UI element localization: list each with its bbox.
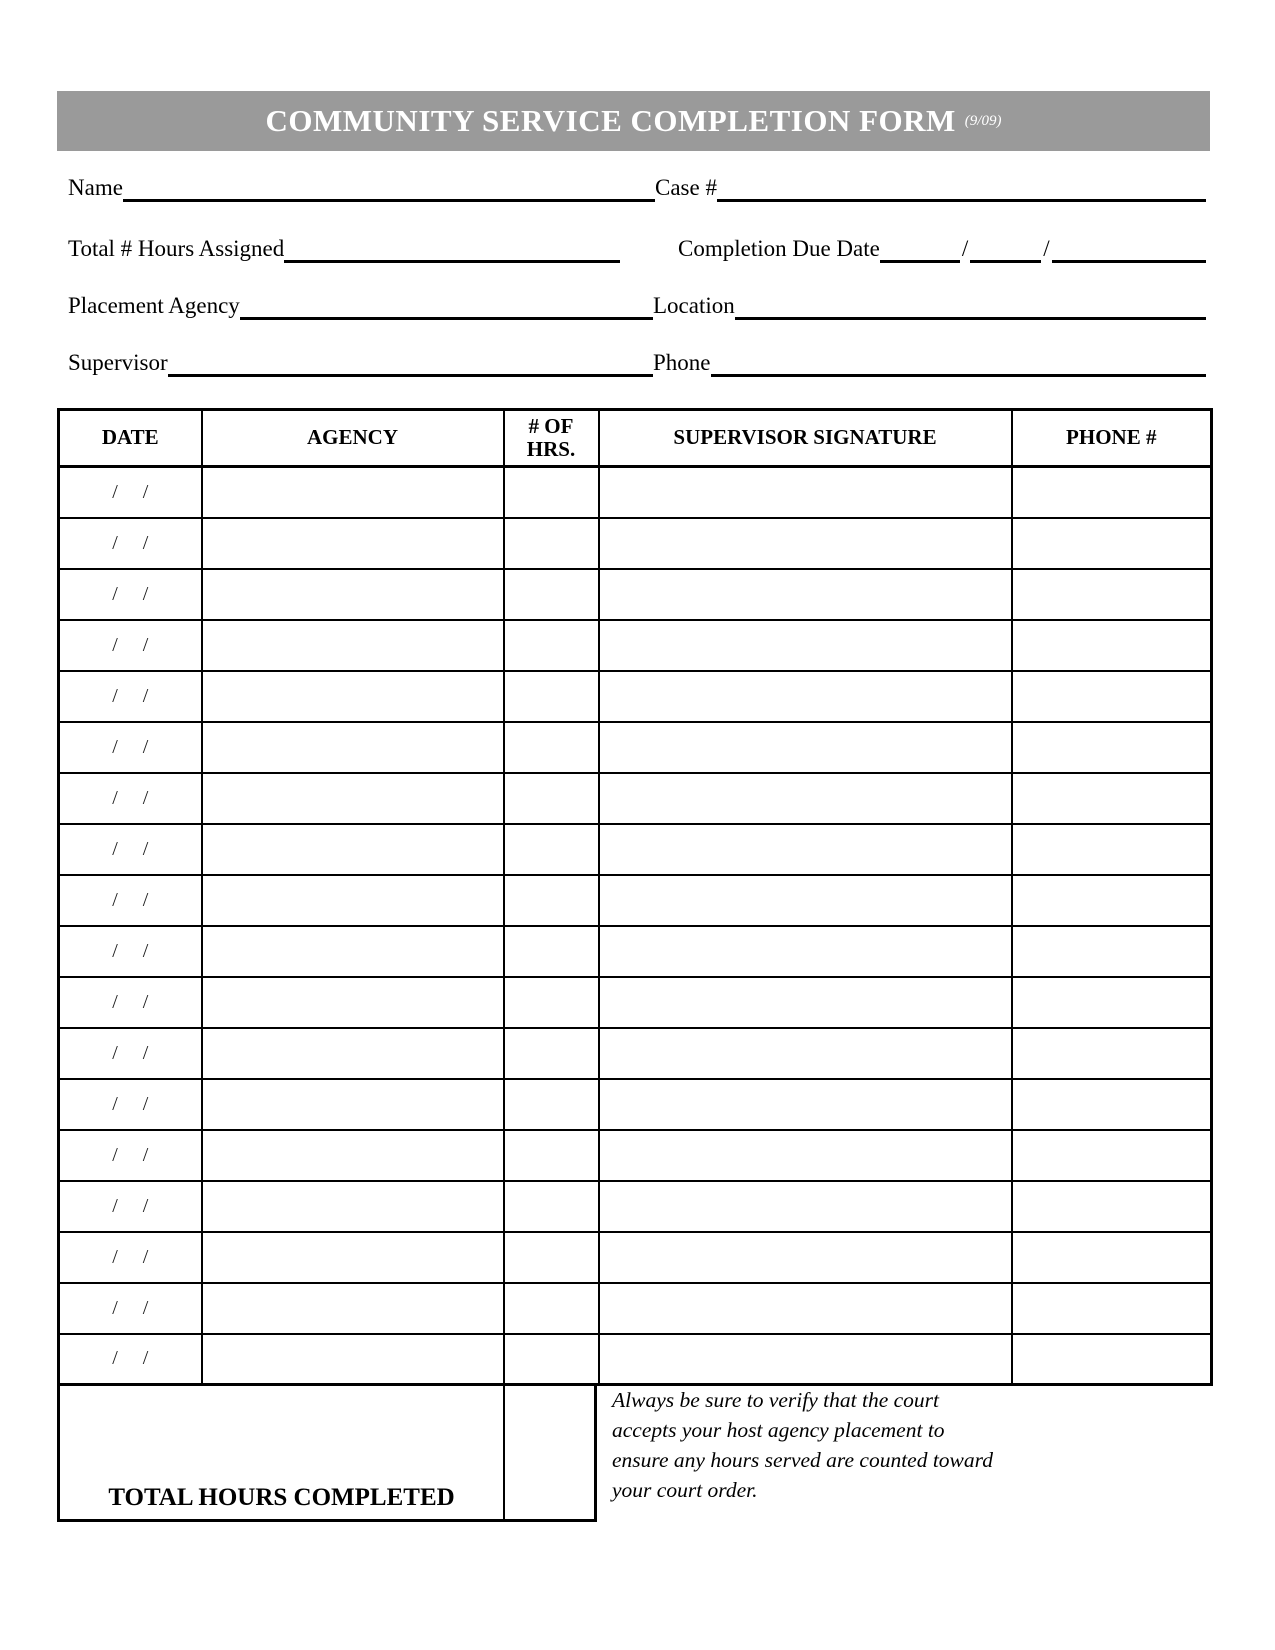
date-cell[interactable]: / / bbox=[59, 1334, 202, 1385]
table-row bbox=[59, 467, 1212, 518]
signature-cell[interactable] bbox=[599, 1079, 1012, 1130]
date-cell[interactable]: / / bbox=[59, 1079, 202, 1130]
due-date-label: Completion Due Date bbox=[678, 236, 880, 261]
case-number-input-line[interactable] bbox=[717, 176, 1206, 202]
table-row bbox=[59, 1181, 1212, 1232]
date-cell[interactable]: / / bbox=[59, 569, 202, 620]
phone-input-line[interactable] bbox=[711, 351, 1207, 377]
agency-cell[interactable] bbox=[202, 1334, 504, 1385]
agency-cell[interactable] bbox=[202, 1079, 504, 1130]
agency-cell[interactable] bbox=[202, 1028, 504, 1079]
supervisor-label: Supervisor bbox=[68, 350, 168, 375]
table-row bbox=[59, 518, 1212, 569]
date-cell[interactable]: / / bbox=[59, 1283, 202, 1334]
phone-cell[interactable] bbox=[1012, 1028, 1212, 1079]
table-row bbox=[59, 1232, 1212, 1283]
agency-cell[interactable] bbox=[202, 671, 504, 722]
phone-cell[interactable] bbox=[1012, 926, 1212, 977]
table-row bbox=[59, 824, 1212, 875]
phone-cell[interactable] bbox=[1012, 671, 1212, 722]
hours-cell[interactable] bbox=[504, 467, 599, 518]
header-phone: PHONE # bbox=[1012, 410, 1212, 467]
table-row bbox=[59, 620, 1212, 671]
hours-cell[interactable] bbox=[504, 1232, 599, 1283]
phone-cell[interactable] bbox=[1012, 467, 1212, 518]
total-hours-section bbox=[57, 1383, 597, 1522]
table-row bbox=[59, 875, 1212, 926]
table-row bbox=[59, 1130, 1212, 1181]
date-cell[interactable]: / / bbox=[59, 722, 202, 773]
table-row bbox=[59, 671, 1212, 722]
case-number-label: Case # bbox=[655, 175, 717, 200]
hours-cell[interactable] bbox=[504, 1130, 599, 1181]
field-row-name-case bbox=[68, 170, 1206, 202]
agency-cell[interactable] bbox=[202, 620, 504, 671]
date-slash: / bbox=[1043, 236, 1050, 261]
form-version: (9/09) bbox=[964, 112, 1002, 129]
phone-cell[interactable] bbox=[1012, 1130, 1212, 1181]
date-cell[interactable]: / / bbox=[59, 1028, 202, 1079]
name-input-line[interactable] bbox=[123, 176, 655, 202]
name-label: Name bbox=[68, 175, 123, 200]
agency-cell[interactable] bbox=[202, 824, 504, 875]
due-date-month-line[interactable] bbox=[880, 237, 960, 263]
agency-cell[interactable] bbox=[202, 977, 504, 1028]
hours-cell[interactable] bbox=[504, 722, 599, 773]
signature-cell[interactable] bbox=[599, 824, 1012, 875]
title-bar bbox=[57, 91, 1210, 151]
phone-cell[interactable] bbox=[1012, 1232, 1212, 1283]
hours-cell[interactable] bbox=[504, 620, 599, 671]
date-cell[interactable]: / / bbox=[59, 620, 202, 671]
field-row-hours-duedate bbox=[68, 231, 1206, 263]
date-cell[interactable]: / / bbox=[59, 671, 202, 722]
table-row bbox=[59, 926, 1212, 977]
hours-cell[interactable] bbox=[504, 569, 599, 620]
hours-cell[interactable] bbox=[504, 773, 599, 824]
signature-cell[interactable] bbox=[599, 518, 1012, 569]
phone-cell[interactable] bbox=[1012, 824, 1212, 875]
hours-assigned-label: Total # Hours Assigned bbox=[68, 236, 285, 261]
signature-cell[interactable] bbox=[599, 467, 1012, 518]
signature-cell[interactable] bbox=[599, 671, 1012, 722]
agency-cell[interactable] bbox=[202, 773, 504, 824]
agency-cell[interactable] bbox=[202, 518, 504, 569]
agency-cell[interactable] bbox=[202, 1232, 504, 1283]
court-verification-note: Always be sure to verify that the court accepts your host agency placement to ensure any hours served are counted toward your court order. bbox=[612, 1388, 993, 1502]
phone-cell[interactable] bbox=[1012, 977, 1212, 1028]
location-input-line[interactable] bbox=[735, 294, 1206, 320]
hours-cell[interactable] bbox=[504, 1181, 599, 1232]
hours-cell[interactable] bbox=[504, 977, 599, 1028]
agency-cell[interactable] bbox=[202, 1283, 504, 1334]
table-row bbox=[59, 569, 1212, 620]
hours-assigned-input-line[interactable] bbox=[284, 237, 620, 263]
due-date-year-line[interactable] bbox=[1052, 237, 1206, 263]
signature-cell[interactable] bbox=[599, 926, 1012, 977]
agency-cell[interactable] bbox=[202, 875, 504, 926]
signature-cell[interactable] bbox=[599, 569, 1012, 620]
signature-cell[interactable] bbox=[599, 1130, 1012, 1181]
phone-label: Phone bbox=[653, 350, 711, 375]
hours-cell[interactable] bbox=[504, 1334, 599, 1385]
phone-cell[interactable] bbox=[1012, 722, 1212, 773]
date-cell[interactable]: / / bbox=[59, 467, 202, 518]
header-hours: # OF HRS. bbox=[504, 410, 599, 467]
signature-cell[interactable] bbox=[599, 1232, 1012, 1283]
signature-cell[interactable] bbox=[599, 620, 1012, 671]
phone-cell[interactable] bbox=[1012, 518, 1212, 569]
table-header-row bbox=[59, 410, 1212, 467]
agency-cell[interactable] bbox=[202, 569, 504, 620]
header-agency: AGENCY bbox=[202, 410, 504, 467]
date-cell[interactable]: / / bbox=[59, 518, 202, 569]
field-row-agency-location bbox=[68, 288, 1206, 320]
agency-cell[interactable] bbox=[202, 1181, 504, 1232]
signature-cell[interactable] bbox=[599, 1181, 1012, 1232]
header-date: DATE bbox=[59, 410, 202, 467]
total-hours-label: TOTAL HOURS COMPLETED bbox=[108, 1484, 455, 1511]
phone-cell[interactable] bbox=[1012, 1181, 1212, 1232]
table-row bbox=[59, 1028, 1212, 1079]
date-cell[interactable]: / / bbox=[59, 875, 202, 926]
phone-cell[interactable] bbox=[1012, 1283, 1212, 1334]
hours-cell[interactable] bbox=[504, 1028, 599, 1079]
hours-cell[interactable] bbox=[504, 824, 599, 875]
date-cell[interactable]: / / bbox=[59, 1130, 202, 1181]
date-slash: / bbox=[961, 236, 969, 261]
table-row bbox=[59, 1283, 1212, 1334]
date-cell[interactable]: / / bbox=[59, 1232, 202, 1283]
due-date-day-line[interactable] bbox=[970, 237, 1041, 263]
table-row bbox=[59, 977, 1212, 1028]
phone-cell[interactable] bbox=[1012, 620, 1212, 671]
phone-cell[interactable] bbox=[1012, 1079, 1212, 1130]
hours-cell[interactable] bbox=[504, 671, 599, 722]
phone-cell[interactable] bbox=[1012, 1334, 1212, 1385]
phone-cell[interactable] bbox=[1012, 569, 1212, 620]
signature-cell[interactable] bbox=[599, 875, 1012, 926]
signature-cell[interactable] bbox=[599, 1283, 1012, 1334]
total-hours-label-box bbox=[60, 1386, 505, 1519]
hours-cell[interactable] bbox=[504, 518, 599, 569]
hours-cell[interactable] bbox=[504, 926, 599, 977]
date-cell[interactable]: / / bbox=[59, 977, 202, 1028]
phone-cell[interactable] bbox=[1012, 875, 1212, 926]
agency-cell[interactable] bbox=[202, 467, 504, 518]
date-cell[interactable]: / / bbox=[59, 773, 202, 824]
table-row bbox=[59, 1079, 1212, 1130]
total-hours-value-cell[interactable] bbox=[505, 1386, 594, 1519]
placement-agency-label: Placement Agency bbox=[68, 293, 240, 318]
signature-cell[interactable] bbox=[599, 773, 1012, 824]
date-cell[interactable]: / / bbox=[59, 1181, 202, 1232]
date-cell[interactable]: / / bbox=[59, 824, 202, 875]
signature-cell[interactable] bbox=[599, 722, 1012, 773]
hours-cell[interactable] bbox=[504, 875, 599, 926]
supervisor-input-line[interactable] bbox=[168, 351, 653, 377]
form-title: COMMUNITY SERVICE COMPLETION FORM bbox=[265, 103, 956, 138]
agency-cell[interactable] bbox=[202, 926, 504, 977]
location-label: Location bbox=[653, 293, 735, 318]
agency-cell[interactable] bbox=[202, 1130, 504, 1181]
header-supervisor-signature: SUPERVISOR SIGNATURE bbox=[599, 410, 1012, 467]
table-row bbox=[59, 1334, 1212, 1385]
table-row bbox=[59, 722, 1212, 773]
signature-cell[interactable] bbox=[599, 1028, 1012, 1079]
phone-cell[interactable] bbox=[1012, 773, 1212, 824]
hours-cell[interactable] bbox=[504, 1079, 599, 1130]
agency-cell[interactable] bbox=[202, 722, 504, 773]
placement-agency-input-line[interactable] bbox=[240, 294, 653, 320]
table-row bbox=[59, 773, 1212, 824]
signature-cell[interactable] bbox=[599, 1334, 1012, 1385]
service-log-table bbox=[57, 408, 1213, 1386]
hours-cell[interactable] bbox=[504, 1283, 599, 1334]
signature-cell[interactable] bbox=[599, 977, 1012, 1028]
date-cell[interactable]: / / bbox=[59, 926, 202, 977]
field-row-supervisor-phone bbox=[68, 345, 1206, 377]
